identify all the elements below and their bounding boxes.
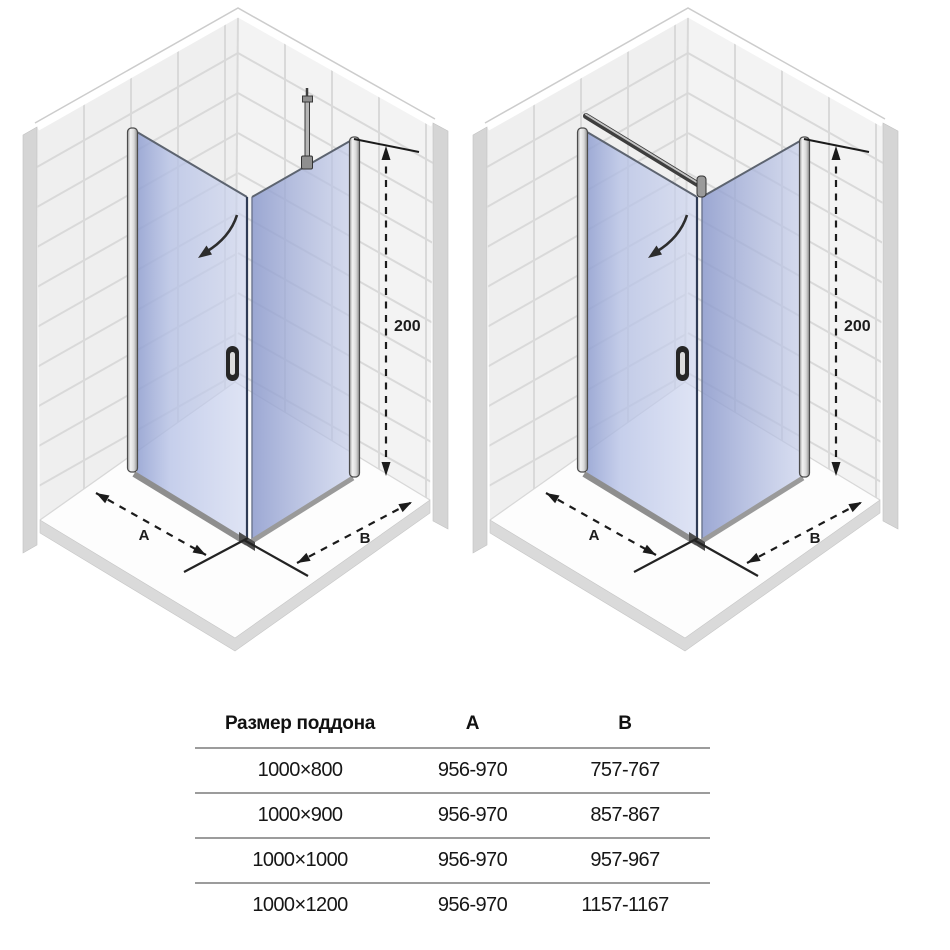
door-handle (676, 346, 689, 381)
left-wall-edge-strip (473, 127, 487, 553)
dim-a-label: A (138, 527, 150, 544)
door-handle (226, 346, 239, 381)
hinge-wall-profile (578, 128, 588, 472)
hinge-wall-profile (128, 128, 138, 472)
tray-size-table (195, 701, 710, 927)
table-cell: 957-967 (540, 838, 710, 883)
table-row (195, 793, 710, 838)
table-cell: 956-970 (405, 748, 540, 793)
side-wall-profile (350, 137, 360, 477)
height-dimension-label: 200 (394, 318, 421, 335)
table-row (195, 838, 710, 883)
table-cell: 1000×800 (195, 748, 405, 793)
table-cell: 1000×1000 (195, 838, 405, 883)
header-row (195, 701, 710, 748)
table-cell: 857-867 (540, 793, 710, 838)
diagram-svg-right (470, 0, 910, 660)
table-cell: 1000×900 (195, 793, 405, 838)
glass-side-panel (702, 141, 800, 541)
table-cell: 757-767 (540, 748, 710, 793)
column-header: Размер поддона (195, 701, 405, 748)
size-table (195, 701, 710, 927)
diagram-svg-left (20, 0, 460, 660)
table-row (195, 748, 710, 793)
glass-enclosure (578, 115, 810, 552)
table-cell: 956-970 (437, 894, 508, 916)
size-table-body (195, 748, 710, 927)
shower-diagram-ceiling-post (20, 0, 460, 660)
table-cell: 956-970 (405, 793, 540, 838)
size-table-header (195, 701, 710, 748)
glass-side-panel (252, 141, 350, 541)
table-cell: 956-970 (405, 838, 540, 883)
column-header: A (405, 701, 540, 748)
glass-door-panel (137, 132, 247, 541)
table-row (195, 883, 710, 927)
column-header: B (540, 701, 710, 748)
shower-diagram-diagonal-brace (470, 0, 910, 660)
dim-b-label: B (809, 530, 821, 547)
left-wall-edge-strip (23, 127, 37, 553)
table-cell: 1157-1167 (581, 894, 669, 916)
table-cell: 1000×1200 (252, 894, 348, 916)
right-wall-edge-strip (883, 123, 898, 529)
glass-door-panel (587, 132, 697, 541)
height-dimension-label: 200 (844, 318, 871, 335)
right-wall-edge-strip (433, 123, 448, 529)
dim-b-label: B (359, 530, 371, 547)
dim-a-label: A (588, 527, 600, 544)
corner-bracket (697, 176, 706, 197)
side-wall-profile (800, 137, 810, 477)
